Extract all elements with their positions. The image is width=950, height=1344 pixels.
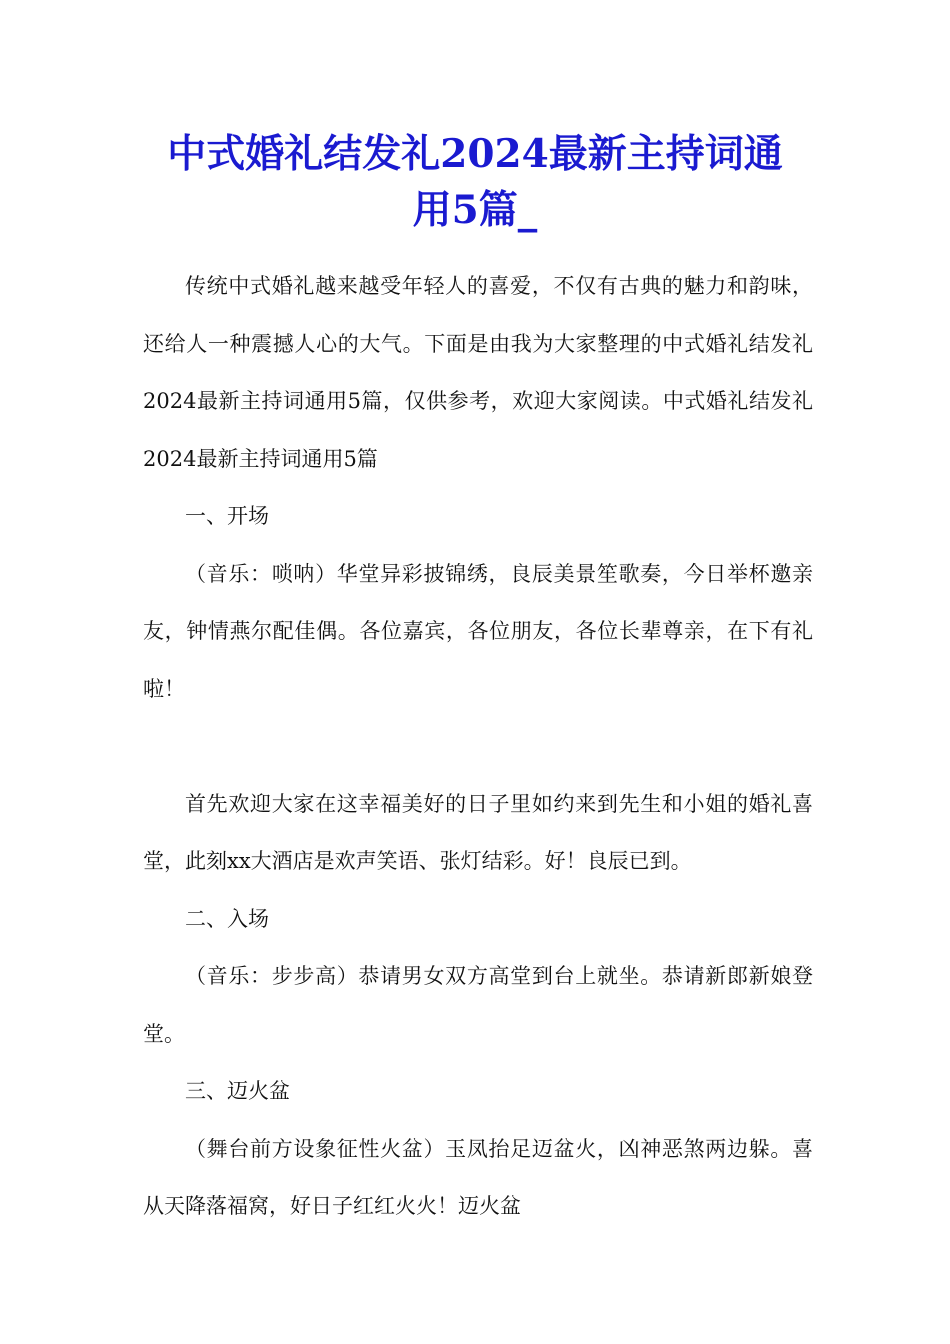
paragraph-welcome: 首先欢迎大家在这幸福美好的日子里如约来到先生和小姐的婚礼喜堂，此刻xx大酒店是欢声笑语、张灯结彩。好！良辰已到。 [143,791,813,873]
document-body [143,258,813,1236]
blank-line [143,718,813,776]
paragraph-entrance: （音乐：步步高）恭请男女双方高堂到台上就坐。恭请新郎新娘登堂。 [143,964,813,1046]
paragraph-fire-basin: （舞台前方设象征性火盆）玉凤抬足迈盆火，凶神恶煞两边躲。喜从天降落福窝，好日子红红火火！迈火盆 [143,1136,813,1218]
section-heading-opening: 一、开场 [185,504,269,528]
paragraph-opening: （音乐：唢呐）华堂异彩披锦绣，良辰美景笙歌奏，今日举杯邀亲友，钟情燕尔配佳偶。各位嘉宾，各位朋友，各位长辈尊亲，在下有礼啦！ [143,561,813,701]
title-line-2: 用5篇_ [412,187,538,233]
section-heading-fire-basin: 三、迈火盆 [185,1079,290,1103]
document-title [120,126,830,238]
title-line-1: 中式婚礼结发礼2024最新主持词通 [167,131,783,177]
section-heading-entrance: 二、入场 [185,906,269,931]
paragraph-intro: 传统中式婚礼越来越受年轻人的喜爱，不仅有古典的魅力和韵味，还给人一种震撼人心的大气。下面是由我为大家整理的中式婚礼结发礼2024最新主持词通用5篇，仅供参考，欢迎大家阅读。中式婚礼结发礼2024最新主持词通用5篇 [143,274,813,471]
